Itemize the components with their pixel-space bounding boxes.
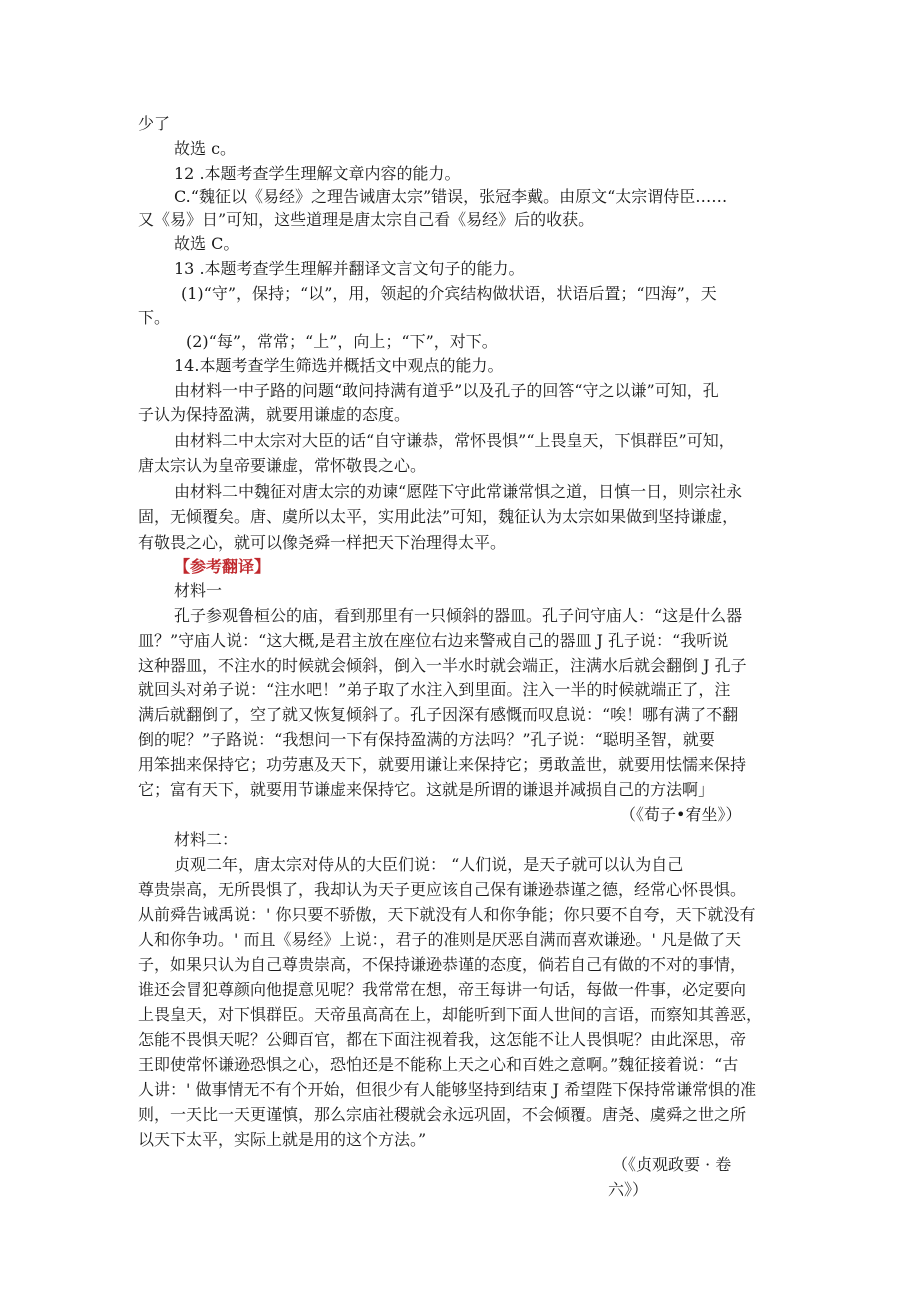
text-line: 满后就翻倒了，空了就又恢复倾斜了。孔子因深有感慨而叹息说：“唉！哪有满了不翻 xyxy=(138,705,739,724)
text-line: 14.本题考查学生筛选并概括文中观点的能力。 xyxy=(174,356,504,375)
text-line: C.“魏征以《易经》之理告诫唐太宗”错误，张冠李戴。由原文“太宗谓侍臣…… xyxy=(174,187,728,206)
text-line: 固，无倾覆矣。唐、虞所以太平，实用此法”可知，魏征认为太宗如果做到坚持谦虚， xyxy=(138,507,739,526)
text-line: 这种器皿，不注水的时候就会倾斜，倒入一半水时就会端正，注满水后就会翻倒 J 孔子 xyxy=(138,656,747,675)
text-line: 尊贵崇高，无所畏惧了，我却认为天子更应该自己保有谦逊恭谨之德，经常心怀畏惧。 xyxy=(138,880,747,899)
text-line: 就回头对弟子说：“注水吧！”弟子取了水注入到里面。注入一半的时候就端正了，注 xyxy=(138,680,731,699)
subheading: 材料二： xyxy=(174,830,239,849)
text-line: 王即使常怀谦逊恐惧之心，恐怕还是不能称上天之心和百姓之意啊。”魏征接着说：“古 xyxy=(138,1055,739,1074)
text-line: 下。 xyxy=(138,308,171,327)
source-citation: 六》） xyxy=(608,1180,649,1199)
text-line: 谁还会冒犯尊颜向他提意见呢？我常常在想，帝王每讲一句话，每做一件事，必定要向 xyxy=(138,980,747,999)
text-line: 12 .本题考查学生理解文章内容的能力。 xyxy=(174,164,461,183)
text-line: 皿？”守庙人说：“这大概,是君主放在座位右边来警戒自己的器皿 J 孔子说：“我听说 xyxy=(138,631,729,650)
text-line: 由材料二中魏征对唐太宗的劝谏“愿陛下守此常谦常惧之道，日慎一日，则宗社永 xyxy=(174,482,743,501)
text-line: 子认为保持盈满，就要用谦虚的态度。 xyxy=(138,405,411,424)
text-line: 故选 C。 xyxy=(174,234,240,253)
text-line: 孔子参观鲁桓公的庙，看到那里有一只倾斜的器皿。孔子问守庙人：“这是什么器 xyxy=(174,606,743,625)
text-line: 人和你争功。' 而且《易经》上说：，君子的准则是厌恶自满而喜欢谦逊。' 凡是做了天 xyxy=(138,930,741,949)
text-line: 由材料一中子路的问题“敢问持满有道乎”以及孔子的回答“守之以谦”可知，孔 xyxy=(174,381,719,400)
subheading: 材料一 xyxy=(174,581,223,600)
text-line: 贞观二年，唐太宗对侍从的大臣们说： “人们说，是天子就可以认为自己 xyxy=(174,855,684,874)
text-line: 则，一天比一天更谨慎，那么宗庙社稷就会永远巩固，不会倾覆。唐尧、虞舜之世之所 xyxy=(138,1105,747,1124)
text-line: 13 .本题考查学生理解并翻译文言文句子的能力。 xyxy=(174,259,525,278)
text-line: 以天下太平，实际上就是用的这个方法。” xyxy=(138,1130,427,1149)
text-line: 从前舜告诫禹说：' 你只要不骄傲，天下就没有人和你争能；你只要不自夸，天下就没有 xyxy=(138,905,756,924)
text-line: 倒的呢？”子路说：“我想问一下有保持盈满的方法吗？”孔子说：“聪明圣智，就要 xyxy=(138,730,715,749)
text-line: 用笨拙来保持它；功劳惠及天下，就要用谦让来保持它；勇敢盖世，就要用怯懦来保持 xyxy=(138,755,747,774)
text-line: 唐太宗认为皇帝要谦虚，常怀敬畏之心。 xyxy=(138,456,427,475)
text-line: 人讲：' 做事情无不有个开始，但很少有人能够坚持到结束 J 希望陛下保持常谦常惧的准 xyxy=(138,1080,757,1099)
text-line: 由材料二中太宗对大臣的话“自守谦恭，常怀畏惧”“上畏皇天，下惧群臣”可知， xyxy=(174,431,735,450)
section-heading: 【参考翻译】 xyxy=(174,557,271,576)
text-line: 故选 c。 xyxy=(174,139,237,158)
text-line: 有敬畏之心，就可以像尧舜一样把天下治理得太平。 xyxy=(138,533,507,552)
text-line: 少了 xyxy=(138,114,171,133)
text-line: (2)“每”，常常；“上”，向上；“下”，对下。 xyxy=(186,332,498,351)
source-citation: （《荀子•宥坐》） xyxy=(620,805,742,824)
text-line: 它；富有天下，就要用节谦虚来保持它。这就是所谓的谦退并减损自己的方法啊」 xyxy=(138,780,715,799)
text-line: (1)“守”，保持；“以”，用，领起的介宾结构做状语，状语后置；“四海”，天 xyxy=(181,284,717,303)
source-citation: （《贞观政要 · 卷 xyxy=(612,1155,732,1174)
text-line: 又《易》日”可知，这些道理是唐太宗自己看《易经》后的收获。 xyxy=(138,210,595,229)
text-line: 怎能不畏惧天呢？公卿百官，都在下面注视着我，这怎能不让人畏惧呢？由此深思，帝 xyxy=(138,1030,747,1049)
text-line: 子，如果只认为自己尊贵崇高，不保持谦逊恭谨的态度，倘若自己有做的不对的事情， xyxy=(138,955,747,974)
text-line: 上畏皇天，对下惧群臣。天帝虽高高在上，却能听到下面人世间的言语，而察知其善恶， xyxy=(138,1005,763,1024)
